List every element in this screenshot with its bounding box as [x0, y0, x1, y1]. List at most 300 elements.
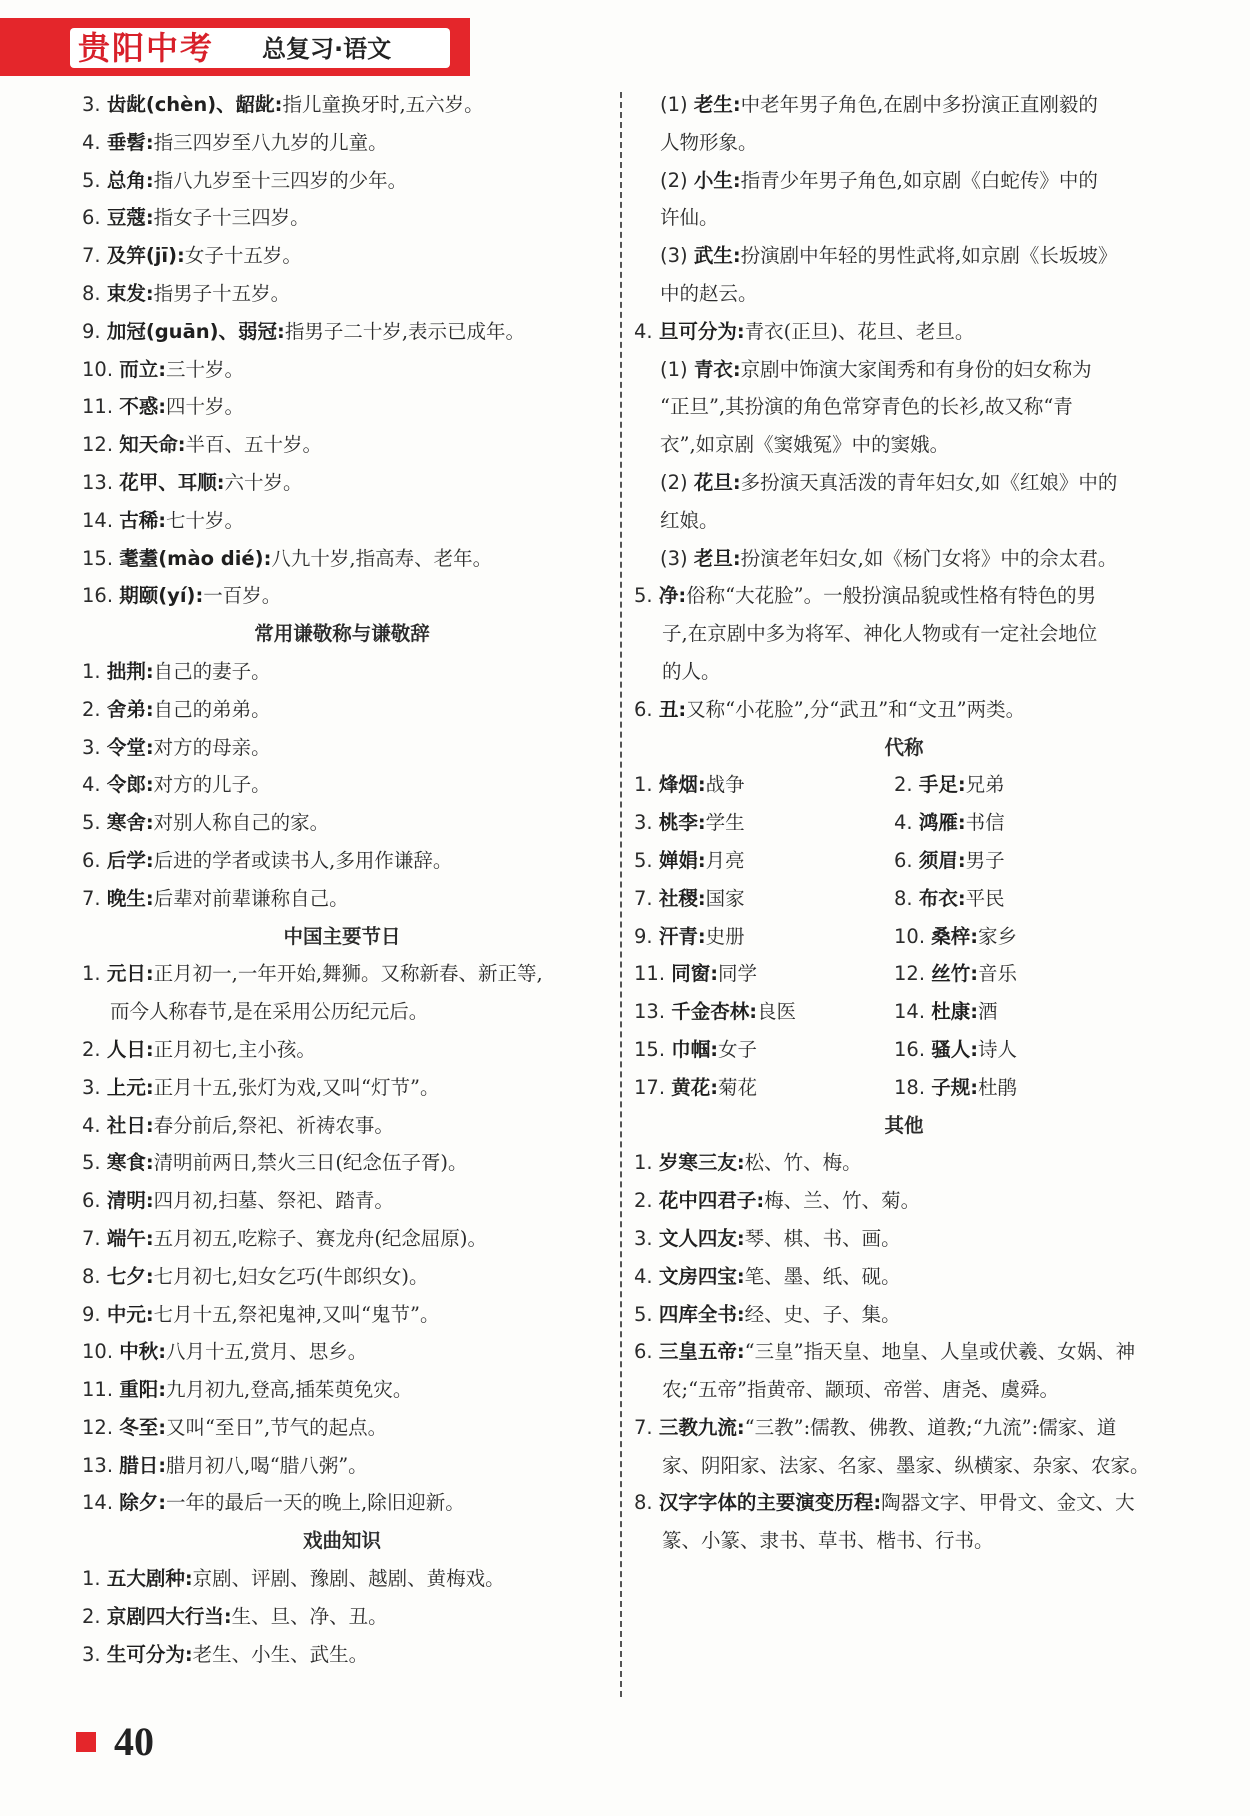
item-text: 六十岁。 — [224, 470, 303, 494]
list-item — [82, 1258, 602, 1296]
list-item — [82, 351, 602, 389]
item-number: 16. — [82, 584, 114, 608]
item-text: 指女子十三四岁。 — [153, 206, 310, 230]
sub-list-item — [634, 540, 1174, 578]
list-item — [82, 653, 602, 691]
item-number: 4. — [82, 130, 101, 154]
item-text: 对别人称自己的家。 — [153, 811, 330, 835]
item-text: “三皇”指天皇、地皇、人皇或伏羲、女娲、神 — [744, 1340, 1136, 1364]
list-item — [82, 199, 602, 237]
item-term: 老旦: — [693, 546, 741, 570]
item-number: 7. — [82, 1226, 101, 1250]
list-item-continuation: 农;“五帝”指黄帝、颛顼、帝喾、唐尧、虞舜。 — [662, 1378, 1060, 1402]
item-text: 四月初,扫墓、祭祀、踏青。 — [153, 1189, 394, 1213]
item-text: 腊月初八,喝“腊八粥”。 — [166, 1453, 368, 1477]
item-number: 4. — [634, 319, 653, 343]
header-subtitle: 总复习·语文 — [262, 35, 392, 63]
item-number: 2. — [82, 697, 101, 721]
list-item-continuation: 红娘。 — [660, 508, 719, 532]
item-term: 社日: — [106, 1113, 154, 1137]
list-item — [634, 1484, 1174, 1522]
item-term: 五大剧种: — [106, 1567, 193, 1591]
item-text: 七月初七,妇女乞巧(牛郎织女)。 — [153, 1264, 429, 1288]
item-number: 13. — [82, 1453, 114, 1477]
item-text: 书信 — [965, 811, 1005, 835]
sub-list-item — [634, 86, 1174, 124]
item-term: 桑梓: — [931, 924, 979, 948]
list-item — [82, 1031, 602, 1069]
sub-list-item — [634, 162, 1174, 200]
list-item-continuation: 许仙。 — [660, 206, 719, 230]
item-text: 春分前后,祭祀、祈祷农事。 — [153, 1113, 394, 1137]
item-number: 12. — [82, 1415, 114, 1439]
item-text: 陶器文字、甲骨文、金文、大 — [881, 1491, 1135, 1515]
daicheng-item — [634, 993, 894, 1031]
item-text: “三教”:儒教、佛教、道教;“九流”:儒家、道 — [744, 1415, 1117, 1439]
list-item — [82, 502, 602, 540]
daicheng-item — [894, 842, 1154, 880]
list-item — [82, 804, 602, 842]
item-number: 6. — [634, 1340, 653, 1364]
item-term: 汗青: — [658, 924, 706, 948]
item-term: 而立: — [119, 357, 167, 381]
list-item — [82, 1182, 602, 1220]
item-term: 汉字字体的主要演变历程: — [658, 1491, 882, 1515]
item-number: 10. — [82, 357, 114, 381]
item-text: 京剧、评剧、豫剧、越剧、黄梅戏。 — [192, 1567, 505, 1591]
item-text: 酒 — [978, 1000, 998, 1024]
list-item — [82, 955, 602, 993]
item-text: 俗称“大花脸”。一般扮演品貌或性格有特色的男 — [686, 584, 1097, 608]
item-number: 7. — [82, 244, 101, 268]
list-item-continuation: 篆、小篆、隶书、草书、楷书、行书。 — [662, 1529, 994, 1553]
daicheng-item — [894, 918, 1154, 956]
item-number: 14. — [894, 1000, 926, 1024]
right-column-top — [634, 86, 1174, 766]
item-term: 腊日: — [119, 1453, 167, 1477]
item-number: 3. — [82, 735, 101, 759]
item-term: 束发: — [106, 281, 154, 305]
item-text: 自己的弟弟。 — [153, 697, 271, 721]
list-item — [82, 313, 602, 351]
daicheng-item — [634, 804, 894, 842]
sub-list-item — [634, 351, 1174, 389]
daicheng-item — [894, 955, 1154, 993]
item-number: 11. — [634, 962, 666, 986]
list-item — [634, 1296, 1174, 1334]
item-term: 文房四宝: — [658, 1264, 745, 1288]
item-term: 清明: — [106, 1189, 154, 1213]
item-term: 花中四君子: — [658, 1189, 765, 1213]
daicheng-item — [894, 766, 1154, 804]
list-item-continuation: 衣”,如京剧《窦娥冤》中的窦娥。 — [660, 433, 950, 457]
item-text: 男子 — [965, 848, 1005, 872]
item-number: 2. — [894, 773, 913, 797]
daicheng-item — [634, 766, 894, 804]
section-heading: 戏曲知识 — [302, 1529, 381, 1553]
item-number: 8. — [82, 1264, 101, 1288]
list-item — [82, 1447, 602, 1485]
item-term: 七夕: — [106, 1264, 154, 1288]
item-term: 婵娟: — [658, 848, 706, 872]
daicheng-item — [634, 1069, 894, 1107]
item-term: 中秋: — [119, 1340, 167, 1364]
item-number: 6. — [82, 1189, 101, 1213]
item-text: 多扮演天真活泼的青年妇女,如《红娘》中的 — [740, 470, 1118, 494]
item-number: 10. — [894, 924, 926, 948]
item-number: 7. — [634, 886, 653, 910]
item-term: 古稀: — [119, 508, 167, 532]
right-column-bottom — [634, 1107, 1174, 1561]
item-term: 齿龀(chèn)、龆龀: — [106, 93, 283, 116]
item-term: 桃李: — [658, 811, 706, 835]
item-text: 后辈对前辈谦称自己。 — [153, 886, 349, 910]
item-text: 三十岁。 — [166, 357, 245, 381]
item-number: 6. — [82, 206, 101, 230]
item-number: 9. — [634, 924, 653, 948]
daicheng-item — [634, 842, 894, 880]
item-number: 11. — [82, 1378, 114, 1402]
item-text: 八九十岁,指高寿、老年。 — [271, 546, 493, 570]
item-text: 良医 — [757, 1000, 797, 1024]
item-term: 花甲、耳顺: — [119, 470, 225, 494]
item-term: 耄耋(mào dié): — [119, 546, 272, 570]
section-heading: 常用谦敬称与谦敬辞 — [254, 622, 430, 646]
list-item-continuation: 子,在京剧中多为将军、神化人物或有一定社会地位 — [662, 622, 1098, 646]
item-number: 7. — [634, 1415, 653, 1439]
list-item — [82, 1107, 602, 1145]
item-number: 3. — [82, 1075, 101, 1099]
list-item — [82, 766, 602, 804]
item-number: 1. — [634, 1151, 653, 1175]
item-text: 半百、五十岁。 — [185, 433, 323, 457]
list-item — [82, 1296, 602, 1334]
item-number: 8. — [894, 886, 913, 910]
item-text: 八月十五,赏月、思乡。 — [166, 1340, 368, 1364]
item-number: (1) — [660, 357, 688, 381]
item-term: 舍弟: — [106, 697, 154, 721]
item-number: 9. — [82, 1302, 101, 1326]
list-item — [82, 426, 602, 464]
item-text: 月亮 — [705, 848, 745, 872]
item-number: 14. — [82, 1491, 114, 1515]
item-term: 垂髫: — [106, 130, 154, 154]
list-item — [634, 691, 1174, 729]
item-term: 不惑: — [119, 395, 167, 419]
list-item — [82, 880, 602, 918]
daicheng-item — [634, 918, 894, 956]
item-term: 烽烟: — [658, 773, 706, 797]
daicheng-item — [894, 804, 1154, 842]
list-item — [82, 1144, 602, 1182]
item-number: 3. — [82, 93, 101, 116]
item-number: 8. — [634, 1491, 653, 1515]
item-term: 除夕: — [119, 1491, 167, 1515]
item-term: 小生: — [693, 168, 741, 192]
item-term: 净: — [658, 584, 687, 608]
item-number: 2. — [82, 1037, 101, 1061]
item-number: 3. — [634, 811, 653, 835]
item-number: 4. — [894, 811, 913, 835]
list-item — [634, 313, 1174, 351]
item-number: 6. — [894, 848, 913, 872]
item-term: 人日: — [106, 1037, 154, 1061]
list-item-continuation: 的人。 — [662, 659, 721, 683]
item-term: 岁寒三友: — [658, 1151, 745, 1175]
item-term: 三教九流: — [658, 1415, 745, 1439]
item-term: 令堂: — [106, 735, 154, 759]
section-heading: 代称 — [884, 735, 924, 759]
section-heading: 其他 — [884, 1113, 924, 1137]
item-number: 4. — [82, 1113, 101, 1137]
item-text: 笔、墨、纸、砚。 — [744, 1264, 901, 1288]
list-item — [82, 577, 602, 615]
item-number: 3. — [634, 1226, 653, 1250]
list-item — [82, 1333, 602, 1371]
item-number: 13. — [634, 1000, 666, 1024]
item-text: 对方的母亲。 — [153, 735, 271, 759]
item-text: 女子十五岁。 — [184, 244, 302, 268]
sub-list-item — [634, 464, 1174, 502]
item-term: 武生: — [693, 244, 741, 268]
item-text: 中老年男子角色,在剧中多扮演正直刚毅的 — [740, 93, 1098, 116]
item-number: 1. — [82, 962, 101, 986]
item-term: 端午: — [106, 1226, 154, 1250]
item-text: 梅、兰、竹、菊。 — [764, 1189, 921, 1213]
item-number: 12. — [82, 433, 114, 457]
item-term: 杜康: — [931, 1000, 979, 1024]
item-term: 巾帼: — [671, 1037, 719, 1061]
page-number: 40 — [114, 1719, 154, 1764]
item-term: 手足: — [918, 773, 966, 797]
item-number: (2) — [660, 168, 688, 192]
item-term: 知天命: — [119, 433, 186, 457]
item-term: 花旦: — [693, 470, 741, 494]
item-text: 女子 — [718, 1037, 758, 1061]
list-item — [82, 1220, 602, 1258]
list-item-continuation: 而今人称春节,是在采用公历纪元后。 — [110, 1000, 429, 1024]
item-text: 指男子二十岁,表示已成年。 — [284, 319, 526, 343]
item-number: 5. — [82, 811, 101, 835]
item-number: (3) — [660, 244, 688, 268]
item-text: 兄弟 — [965, 773, 1005, 797]
item-text: 指三四岁至八九岁的儿童。 — [153, 130, 388, 154]
item-text: 经、史、子、集。 — [744, 1302, 901, 1326]
item-text: 生、旦、净、丑。 — [231, 1604, 388, 1628]
list-item — [82, 1069, 602, 1107]
daicheng-item — [894, 1031, 1154, 1069]
list-item — [634, 1144, 1174, 1182]
item-number: 8. — [82, 281, 101, 305]
list-item — [82, 1409, 602, 1447]
list-item — [82, 1371, 602, 1409]
item-term: 须眉: — [918, 848, 966, 872]
list-item — [82, 842, 602, 880]
item-text: 正月十五,张灯为戏,又叫“灯节”。 — [153, 1075, 440, 1099]
item-term: 寒舍: — [106, 811, 154, 835]
daicheng-grid — [634, 766, 1174, 1106]
item-text: 琴、棋、书、画。 — [744, 1226, 901, 1250]
item-number: 6. — [82, 848, 101, 872]
item-term: 社稷: — [658, 886, 706, 910]
item-number: 15. — [634, 1037, 666, 1061]
daicheng-item — [894, 1069, 1154, 1107]
list-item — [82, 237, 602, 275]
page-header — [0, 18, 470, 76]
item-text: 音乐 — [978, 962, 1018, 986]
item-term: 豆蔻: — [106, 206, 154, 230]
list-item-continuation: 家、阴阳家、法家、名家、墨家、纵横家、杂家、农家。 — [662, 1453, 1150, 1477]
item-text: 又称“小花脸”,分“武丑”和“文丑”两类。 — [686, 697, 1026, 721]
list-item — [82, 1636, 602, 1674]
item-term: 三皇五帝: — [658, 1340, 745, 1364]
left-column — [82, 86, 602, 1673]
item-text: 诗人 — [978, 1037, 1018, 1061]
item-term: 黄花: — [671, 1075, 719, 1099]
daicheng-item — [634, 955, 894, 993]
daicheng-item — [894, 880, 1154, 918]
item-text: 扮演老年妇女,如《杨门女将》中的佘太君。 — [740, 546, 1118, 570]
item-text: 正月初七,主小孩。 — [153, 1037, 316, 1061]
item-term: 旦可分为: — [658, 319, 745, 343]
item-text: 平民 — [965, 886, 1005, 910]
item-text: 指青少年男子角色,如京剧《白蛇传》中的 — [740, 168, 1098, 192]
item-number: (3) — [660, 546, 688, 570]
item-text: 一年的最后一天的晚上,除旧迎新。 — [166, 1491, 465, 1515]
item-number: 2. — [82, 1604, 101, 1628]
item-term: 寒食: — [106, 1151, 154, 1175]
item-number: 1. — [82, 659, 101, 683]
item-text: 指八九岁至十三四岁的少年。 — [153, 168, 408, 192]
list-item — [82, 162, 602, 200]
item-number: 2. — [634, 1189, 653, 1213]
item-text: 对方的儿子。 — [153, 773, 271, 797]
item-number: 14. — [82, 508, 114, 532]
daicheng-item — [634, 880, 894, 918]
item-text: 学生 — [705, 811, 745, 835]
item-number: 1. — [634, 773, 653, 797]
header-title: 贵阳中考 — [78, 29, 215, 67]
item-number: 16. — [894, 1037, 926, 1061]
item-term: 青衣: — [693, 357, 741, 381]
item-text: 后进的学者或读书人,多用作谦辞。 — [153, 848, 453, 872]
list-item — [82, 275, 602, 313]
item-number: 7. — [82, 886, 101, 910]
item-number: 6. — [634, 697, 653, 721]
item-term: 丑: — [658, 697, 687, 721]
item-number: 15. — [82, 546, 114, 570]
item-term: 千金杏林: — [671, 1000, 758, 1024]
item-term: 鸿雁: — [918, 811, 966, 835]
item-term: 骚人: — [931, 1037, 979, 1061]
right-column — [634, 86, 1174, 1560]
item-number: 11. — [82, 395, 114, 419]
list-item-continuation: 中的赵云。 — [660, 281, 758, 305]
page-marker-square — [76, 1732, 96, 1752]
list-item — [82, 1598, 602, 1636]
item-text: 史册 — [705, 924, 745, 948]
item-number: 4. — [634, 1264, 653, 1288]
item-text: 指男子十五岁。 — [153, 281, 291, 305]
item-number: 17. — [634, 1075, 666, 1099]
item-text: 老生、小生、武生。 — [192, 1642, 369, 1666]
item-term: 丝竹: — [931, 962, 979, 986]
item-term: 四库全书: — [658, 1302, 745, 1326]
item-number: (1) — [660, 93, 688, 116]
item-text: 七月十五,祭祀鬼神,又叫“鬼节”。 — [153, 1302, 440, 1326]
item-number: 4. — [82, 773, 101, 797]
item-number: 5. — [82, 1151, 101, 1175]
item-text: 清明前两日,禁火三日(纪念伍子胥)。 — [153, 1151, 468, 1175]
daicheng-item — [634, 1031, 894, 1069]
list-item — [634, 1409, 1174, 1447]
item-term: 令郎: — [106, 773, 154, 797]
item-number: (2) — [660, 470, 688, 494]
item-text: 指儿童换牙时,五六岁。 — [282, 93, 484, 116]
list-item-continuation: “正旦”,其扮演的角色常穿青色的长衫,故又称“青 — [660, 395, 1073, 419]
item-term: 子规: — [931, 1075, 979, 1099]
item-number: 13. — [82, 470, 114, 494]
list-item — [82, 1484, 602, 1522]
item-text: 战争 — [705, 773, 745, 797]
item-term: 上元: — [106, 1075, 154, 1099]
item-term: 京剧四大行当: — [106, 1604, 232, 1628]
item-text: 又叫“至日”,节气的起点。 — [166, 1415, 388, 1439]
item-text: 松、竹、梅。 — [744, 1151, 862, 1175]
item-number: 1. — [82, 1567, 101, 1591]
item-number: 5. — [82, 168, 101, 192]
list-item — [82, 1560, 602, 1598]
list-item — [82, 729, 602, 767]
item-term: 加冠(guān)、弱冠: — [106, 319, 285, 343]
item-term: 冬至: — [119, 1415, 167, 1439]
item-text: 七十岁。 — [166, 508, 245, 532]
list-item — [634, 577, 1174, 615]
daicheng-item — [894, 993, 1154, 1031]
list-item — [82, 691, 602, 729]
item-number: 12. — [894, 962, 926, 986]
item-number: 10. — [82, 1340, 114, 1364]
section-heading: 中国主要节日 — [283, 924, 401, 948]
item-text: 五月初五,吃粽子、赛龙舟(纪念屈原)。 — [153, 1226, 488, 1250]
item-term: 期颐(yí): — [119, 584, 204, 608]
list-item — [82, 86, 602, 124]
item-text: 家乡 — [978, 924, 1018, 948]
item-number: 9. — [82, 319, 101, 343]
column-divider — [620, 92, 622, 1697]
item-text: 国家 — [705, 886, 745, 910]
item-text: 同学 — [718, 962, 758, 986]
list-item — [82, 464, 602, 502]
item-text: 菊花 — [718, 1075, 758, 1099]
item-term: 晚生: — [106, 886, 154, 910]
item-text: 杜鹃 — [978, 1075, 1018, 1099]
list-item — [634, 1182, 1174, 1220]
item-text: 正月初一,一年开始,舞狮。又称新春、新正等, — [153, 962, 543, 986]
page-footer — [76, 1718, 154, 1765]
item-number: 18. — [894, 1075, 926, 1099]
item-text: 一百岁。 — [203, 584, 282, 608]
item-term: 后学: — [106, 848, 154, 872]
item-text: 青衣(正旦)、花旦、老旦。 — [744, 319, 975, 343]
item-term: 文人四友: — [658, 1226, 745, 1250]
item-number: 5. — [634, 1302, 653, 1326]
item-text: 京剧中饰演大家闺秀和有身份的妇女称为 — [740, 357, 1092, 381]
item-text: 扮演剧中年轻的男性武将,如京剧《长坂坡》 — [740, 244, 1118, 268]
item-text: 自己的妻子。 — [153, 659, 271, 683]
item-term: 生可分为: — [106, 1642, 193, 1666]
item-term: 布衣: — [918, 886, 966, 910]
